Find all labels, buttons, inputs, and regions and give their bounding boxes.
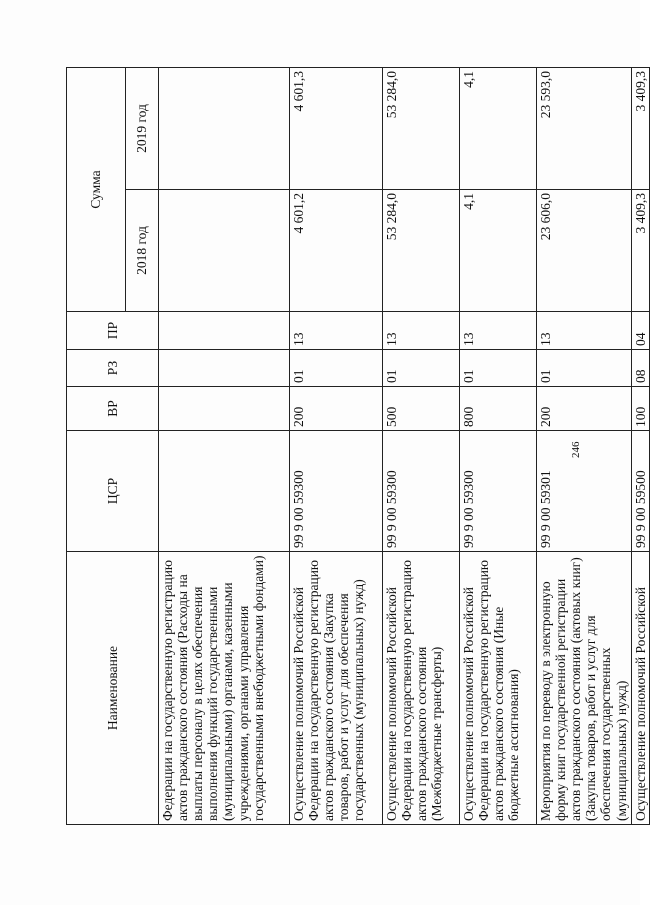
cell-vr: 100 xyxy=(632,387,650,431)
cell-csr: 99 9 00 59500 xyxy=(632,431,650,552)
cell-vr: 200 xyxy=(537,387,632,431)
cell-csr: 99 9 00 59300 xyxy=(460,431,537,552)
cell-name: Осуществление полномочий Российской Федерации на государственную регистрацию актов гражданского состояния (Иные бюджетные ассигнования) xyxy=(460,552,537,825)
header-vr: ВР xyxy=(67,387,159,431)
cell-csr: 99 9 00 59300 xyxy=(290,431,383,552)
cell-2019: 23 593,0 xyxy=(537,67,632,189)
cell-pr: 13 xyxy=(383,312,460,350)
cell-pr: 04 xyxy=(632,312,650,350)
cell-2019: 3 409,3 xyxy=(632,67,650,189)
cell-name: Осуществление полномочий Российской xyxy=(632,552,650,825)
cell-name: Осуществление полномочий Российской Федерации на государственную регистрацию актов гражданского состояния (Межбюджетные трансферты) xyxy=(383,552,460,825)
cell-vr: 500 xyxy=(383,387,460,431)
budget-table xyxy=(66,67,650,825)
header-2018: 2018 год xyxy=(126,190,159,312)
header-name: Наименование xyxy=(67,552,159,825)
cell-pr: 13 xyxy=(460,312,537,350)
table-row xyxy=(159,67,290,824)
cell-rz: 01 xyxy=(383,350,460,387)
table-row xyxy=(537,67,632,824)
cell-csr: 99 9 00 59301 xyxy=(537,431,632,552)
header-rz: РЗ xyxy=(67,350,159,387)
cell-pr: 13 xyxy=(290,312,383,350)
page-number: 246 xyxy=(570,441,582,458)
cell-2018 xyxy=(159,190,290,312)
cell-pr: 13 xyxy=(537,312,632,350)
cell-2018: 4,1 xyxy=(460,190,537,312)
cell-name: Федерации на государственную регистрацию актов гражданского состояния (Расходы на выплаты персоналу в целях обеспечения выполнения функций государственными (муниципальными) органами, казенными учреждениями, органами управления государственными внебюджетными фондами) xyxy=(159,552,290,825)
cell-rz: 08 xyxy=(632,350,650,387)
cell-name: Мероприятия по переводу в электронную форму книг государственной регистрации актов гражданского состояния (актовых книг) (Закупка товаров, работ и услуг для обеспечения государственных (муниципальных) нужд) xyxy=(537,552,632,825)
cell-name: Осуществление полномочий Российской Федерации на государственную регистрацию актов гражданского состояния (Закупка товаров, работ и услуг для обеспечения государственных (муниципальных) нужд) xyxy=(290,552,383,825)
cell-rz xyxy=(159,350,290,387)
table-row xyxy=(632,67,650,824)
cell-rz: 01 xyxy=(460,350,537,387)
cell-vr: 200 xyxy=(290,387,383,431)
cell-vr: 800 xyxy=(460,387,537,431)
cell-csr: 99 9 00 59300 xyxy=(383,431,460,552)
cell-2018: 4 601,2 xyxy=(290,190,383,312)
cell-rz: 01 xyxy=(290,350,383,387)
cell-2019: 53 284,0 xyxy=(383,67,460,189)
table-row xyxy=(460,67,537,824)
cell-2019: 4 601,3 xyxy=(290,67,383,189)
cell-2018: 53 284,0 xyxy=(383,190,460,312)
cell-rz: 01 xyxy=(537,350,632,387)
table-row xyxy=(290,67,383,824)
header-2019: 2019 год xyxy=(126,67,159,189)
header-csr: ЦСР xyxy=(67,431,159,552)
cell-csr xyxy=(159,431,290,552)
table-row xyxy=(383,67,460,824)
cell-pr xyxy=(159,312,290,350)
cell-2019 xyxy=(159,67,290,189)
header-sum: Сумма xyxy=(67,67,126,311)
header-pr: ПР xyxy=(67,312,159,350)
table-header-row xyxy=(67,67,126,824)
cell-vr xyxy=(159,387,290,431)
cell-2018: 3 409,3 xyxy=(632,190,650,312)
cell-2018: 23 606,0 xyxy=(537,190,632,312)
cell-2019: 4,1 xyxy=(460,67,537,189)
